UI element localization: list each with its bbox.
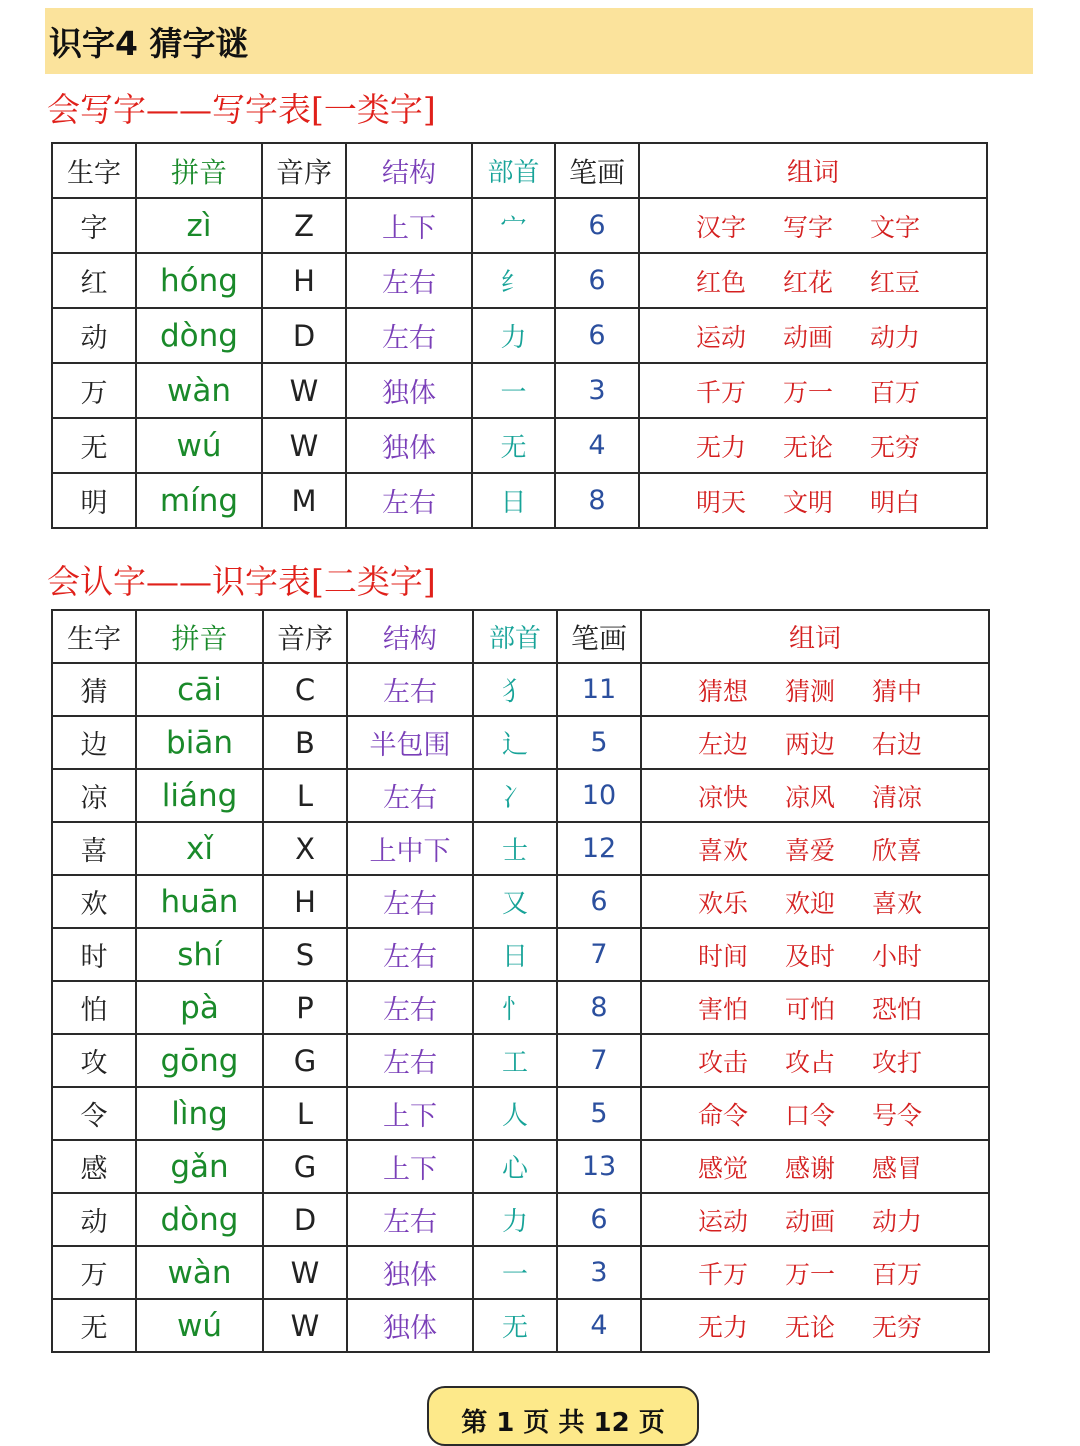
cell-pinyin: zì bbox=[136, 198, 262, 253]
cell-radical: 一 bbox=[473, 1246, 557, 1299]
word-item: 明天 bbox=[696, 487, 747, 517]
cell-initial: X bbox=[263, 822, 347, 875]
recognize-chars-table bbox=[51, 609, 990, 1353]
word-item: 文字 bbox=[870, 212, 921, 242]
table-header-row bbox=[52, 143, 987, 198]
cell-char: 万 bbox=[52, 363, 136, 418]
cell-char: 无 bbox=[52, 1299, 136, 1352]
word-item: 百万 bbox=[872, 1259, 923, 1289]
cell-char: 时 bbox=[52, 928, 136, 981]
word-item: 写字 bbox=[783, 212, 834, 242]
word-item: 喜欢 bbox=[698, 835, 749, 865]
cell-words bbox=[639, 198, 987, 253]
cell-radical: 日 bbox=[472, 473, 555, 528]
table-row bbox=[52, 981, 989, 1034]
cell-strokes: 12 bbox=[557, 822, 641, 875]
table-header-row bbox=[52, 610, 989, 663]
cell-radical: 力 bbox=[472, 308, 555, 363]
cell-radical: 冫 bbox=[473, 769, 557, 822]
cell-radical: 宀 bbox=[472, 198, 555, 253]
word-item: 猜测 bbox=[785, 676, 836, 706]
cell-initial: G bbox=[263, 1034, 347, 1087]
cell-structure: 独体 bbox=[346, 363, 472, 418]
cell-radical: 人 bbox=[473, 1087, 557, 1140]
cell-radical: 忄 bbox=[473, 981, 557, 1034]
cell-strokes: 3 bbox=[555, 363, 639, 418]
cell-char: 万 bbox=[52, 1246, 136, 1299]
table-row bbox=[52, 1246, 989, 1299]
table-row bbox=[52, 1087, 989, 1140]
word-item: 喜爱 bbox=[785, 835, 836, 865]
cell-words bbox=[639, 418, 987, 473]
cell-radical: 无 bbox=[473, 1299, 557, 1352]
cell-structure: 上中下 bbox=[347, 822, 473, 875]
word-item: 动力 bbox=[872, 1206, 923, 1236]
word-item: 动画 bbox=[785, 1206, 836, 1236]
cell-strokes: 11 bbox=[557, 663, 641, 716]
cell-pinyin: dòng bbox=[136, 308, 262, 363]
cell-strokes: 6 bbox=[555, 198, 639, 253]
cell-words bbox=[641, 1193, 989, 1246]
word-item: 动力 bbox=[870, 322, 921, 352]
cell-words bbox=[641, 981, 989, 1034]
word-item: 猜中 bbox=[872, 676, 923, 706]
cell-char: 猜 bbox=[52, 663, 136, 716]
cell-words bbox=[639, 363, 987, 418]
word-item: 口令 bbox=[785, 1100, 836, 1130]
cell-char: 动 bbox=[52, 1193, 136, 1246]
cell-radical: 又 bbox=[473, 875, 557, 928]
cell-strokes: 7 bbox=[557, 928, 641, 981]
cell-pinyin: míng bbox=[136, 473, 262, 528]
cell-words bbox=[641, 822, 989, 875]
table-row bbox=[52, 418, 987, 473]
cell-words bbox=[641, 769, 989, 822]
word-item: 猜想 bbox=[698, 676, 749, 706]
title-bar bbox=[45, 8, 1033, 74]
cell-strokes: 5 bbox=[557, 716, 641, 769]
word-item: 清凉 bbox=[872, 782, 923, 812]
word-item: 万一 bbox=[785, 1259, 836, 1289]
table-row bbox=[52, 1193, 989, 1246]
cell-strokes: 8 bbox=[555, 473, 639, 528]
cell-strokes: 5 bbox=[557, 1087, 641, 1140]
cell-initial: D bbox=[263, 1193, 347, 1246]
word-item: 恐怕 bbox=[872, 994, 923, 1024]
cell-radical: 辶 bbox=[473, 716, 557, 769]
word-item: 万一 bbox=[783, 377, 834, 407]
table-row bbox=[52, 363, 987, 418]
cell-strokes: 4 bbox=[557, 1299, 641, 1352]
header-words: 组词 bbox=[641, 610, 989, 663]
cell-structure: 左右 bbox=[347, 769, 473, 822]
word-item: 红色 bbox=[696, 267, 747, 297]
cell-words bbox=[641, 1087, 989, 1140]
cell-structure: 上下 bbox=[347, 1087, 473, 1140]
header-radical: 部首 bbox=[473, 610, 557, 663]
cell-radical: 犭 bbox=[473, 663, 557, 716]
cell-initial: W bbox=[263, 1299, 347, 1352]
header-radical: 部首 bbox=[472, 143, 555, 198]
cell-strokes: 6 bbox=[555, 308, 639, 363]
word-item: 千万 bbox=[696, 377, 747, 407]
word-item: 红花 bbox=[783, 267, 834, 297]
cell-pinyin: biān bbox=[136, 716, 263, 769]
table-row bbox=[52, 875, 989, 928]
header-initial: 音序 bbox=[263, 610, 347, 663]
word-item: 千万 bbox=[698, 1259, 749, 1289]
cell-initial: P bbox=[263, 981, 347, 1034]
cell-radical: 工 bbox=[473, 1034, 557, 1087]
cell-initial: L bbox=[263, 1087, 347, 1140]
cell-structure: 左右 bbox=[347, 663, 473, 716]
cell-strokes: 13 bbox=[557, 1140, 641, 1193]
cell-pinyin: wàn bbox=[136, 1246, 263, 1299]
word-item: 小时 bbox=[872, 941, 923, 971]
word-item: 红豆 bbox=[870, 267, 921, 297]
table-row bbox=[52, 1140, 989, 1193]
cell-char: 令 bbox=[52, 1087, 136, 1140]
cell-pinyin: shí bbox=[136, 928, 263, 981]
cell-pinyin: wú bbox=[136, 1299, 263, 1352]
cell-strokes: 6 bbox=[557, 1193, 641, 1246]
word-item: 无力 bbox=[698, 1312, 749, 1342]
cell-char: 喜 bbox=[52, 822, 136, 875]
cell-words bbox=[639, 308, 987, 363]
cell-pinyin: huān bbox=[136, 875, 263, 928]
header-structure: 结构 bbox=[347, 610, 473, 663]
cell-words bbox=[639, 253, 987, 308]
word-item: 明白 bbox=[870, 487, 921, 517]
cell-char: 欢 bbox=[52, 875, 136, 928]
cell-strokes: 6 bbox=[555, 253, 639, 308]
cell-structure: 左右 bbox=[346, 308, 472, 363]
cell-structure: 左右 bbox=[347, 1193, 473, 1246]
cell-radical: 心 bbox=[473, 1140, 557, 1193]
cell-radical: 无 bbox=[472, 418, 555, 473]
table-row bbox=[52, 928, 989, 981]
cell-initial: C bbox=[263, 663, 347, 716]
cell-initial: W bbox=[262, 418, 346, 473]
cell-pinyin: lìng bbox=[136, 1087, 263, 1140]
header-strokes: 笔画 bbox=[555, 143, 639, 198]
word-item: 动画 bbox=[783, 322, 834, 352]
header-char: 生字 bbox=[52, 143, 136, 198]
cell-pinyin: dòng bbox=[136, 1193, 263, 1246]
cell-words bbox=[641, 875, 989, 928]
section-heading-recognize: 会认字——识字表[二类字] bbox=[47, 562, 436, 601]
word-item: 无论 bbox=[783, 432, 834, 462]
word-item: 运动 bbox=[696, 322, 747, 352]
word-item: 文明 bbox=[783, 487, 834, 517]
cell-initial: H bbox=[263, 875, 347, 928]
word-item: 无论 bbox=[785, 1312, 836, 1342]
cell-strokes: 6 bbox=[557, 875, 641, 928]
word-item: 汉字 bbox=[696, 212, 747, 242]
word-item: 号令 bbox=[872, 1100, 923, 1130]
table-row bbox=[52, 663, 989, 716]
cell-radical: 日 bbox=[473, 928, 557, 981]
cell-strokes: 10 bbox=[557, 769, 641, 822]
table-row bbox=[52, 716, 989, 769]
cell-radical: 士 bbox=[473, 822, 557, 875]
cell-char: 感 bbox=[52, 1140, 136, 1193]
cell-structure: 上下 bbox=[346, 198, 472, 253]
cell-char: 字 bbox=[52, 198, 136, 253]
word-item: 可怕 bbox=[785, 994, 836, 1024]
cell-initial: W bbox=[263, 1246, 347, 1299]
cell-pinyin: gǎn bbox=[136, 1140, 263, 1193]
cell-structure: 左右 bbox=[346, 473, 472, 528]
cell-strokes: 3 bbox=[557, 1246, 641, 1299]
cell-words bbox=[639, 473, 987, 528]
cell-initial: W bbox=[262, 363, 346, 418]
table-row bbox=[52, 1299, 989, 1352]
cell-initial: H bbox=[262, 253, 346, 308]
word-item: 右边 bbox=[872, 729, 923, 759]
cell-char: 无 bbox=[52, 418, 136, 473]
word-item: 攻击 bbox=[698, 1047, 749, 1077]
word-item: 及时 bbox=[785, 941, 836, 971]
header-pinyin: 拼音 bbox=[136, 143, 262, 198]
table-row bbox=[52, 198, 987, 253]
cell-char: 红 bbox=[52, 253, 136, 308]
cell-words bbox=[641, 663, 989, 716]
cell-char: 明 bbox=[52, 473, 136, 528]
cell-char: 攻 bbox=[52, 1034, 136, 1087]
word-item: 无力 bbox=[696, 432, 747, 462]
table-row bbox=[52, 1034, 989, 1087]
cell-initial: B bbox=[263, 716, 347, 769]
section-heading-write: 会写字——写字表[一类字] bbox=[47, 90, 436, 129]
cell-structure: 半包围 bbox=[347, 716, 473, 769]
word-item: 欢乐 bbox=[698, 888, 749, 918]
header-words: 组词 bbox=[639, 143, 987, 198]
header-strokes: 笔画 bbox=[557, 610, 641, 663]
cell-words bbox=[641, 1034, 989, 1087]
cell-initial: L bbox=[263, 769, 347, 822]
word-item: 时间 bbox=[698, 941, 749, 971]
word-item: 害怕 bbox=[698, 994, 749, 1024]
cell-pinyin: gōng bbox=[136, 1034, 263, 1087]
cell-pinyin: cāi bbox=[136, 663, 263, 716]
header-char: 生字 bbox=[52, 610, 136, 663]
table-row bbox=[52, 253, 987, 308]
cell-radical: 纟 bbox=[472, 253, 555, 308]
cell-initial: G bbox=[263, 1140, 347, 1193]
word-item: 命令 bbox=[698, 1100, 749, 1130]
cell-structure: 独体 bbox=[346, 418, 472, 473]
word-item: 喜欢 bbox=[872, 888, 923, 918]
cell-initial: D bbox=[262, 308, 346, 363]
cell-strokes: 8 bbox=[557, 981, 641, 1034]
cell-pinyin: xǐ bbox=[136, 822, 263, 875]
cell-structure: 独体 bbox=[347, 1246, 473, 1299]
cell-words bbox=[641, 716, 989, 769]
word-item: 无穷 bbox=[870, 432, 921, 462]
cell-words bbox=[641, 928, 989, 981]
cell-structure: 左右 bbox=[347, 981, 473, 1034]
cell-structure: 左右 bbox=[347, 928, 473, 981]
word-item: 运动 bbox=[698, 1206, 749, 1236]
table-row bbox=[52, 473, 987, 528]
cell-structure: 左右 bbox=[347, 875, 473, 928]
cell-strokes: 4 bbox=[555, 418, 639, 473]
table-row bbox=[52, 769, 989, 822]
header-structure: 结构 bbox=[346, 143, 472, 198]
word-item: 左边 bbox=[698, 729, 749, 759]
word-item: 攻占 bbox=[785, 1047, 836, 1077]
cell-structure: 独体 bbox=[347, 1299, 473, 1352]
cell-pinyin: wàn bbox=[136, 363, 262, 418]
write-chars-table bbox=[51, 142, 988, 529]
word-item: 凉快 bbox=[698, 782, 749, 812]
page-indicator: 第 1 页 共 12 页 bbox=[427, 1386, 699, 1446]
cell-char: 边 bbox=[52, 716, 136, 769]
cell-pinyin: hóng bbox=[136, 253, 262, 308]
cell-char: 动 bbox=[52, 308, 136, 363]
cell-pinyin: liáng bbox=[136, 769, 263, 822]
cell-char: 怕 bbox=[52, 981, 136, 1034]
page-title: 识字4 猜字谜 bbox=[49, 23, 249, 63]
cell-initial: Z bbox=[262, 198, 346, 253]
word-item: 攻打 bbox=[872, 1047, 923, 1077]
cell-char: 凉 bbox=[52, 769, 136, 822]
word-item: 感觉 bbox=[698, 1153, 749, 1183]
cell-words bbox=[641, 1140, 989, 1193]
word-item: 两边 bbox=[785, 729, 836, 759]
cell-pinyin: pà bbox=[136, 981, 263, 1034]
word-item: 凉风 bbox=[785, 782, 836, 812]
word-item: 欢迎 bbox=[785, 888, 836, 918]
cell-initial: S bbox=[263, 928, 347, 981]
cell-radical: 一 bbox=[472, 363, 555, 418]
table-row bbox=[52, 822, 989, 875]
word-item: 欣喜 bbox=[872, 835, 923, 865]
cell-words bbox=[641, 1246, 989, 1299]
cell-initial: M bbox=[262, 473, 346, 528]
cell-structure: 左右 bbox=[347, 1034, 473, 1087]
cell-words bbox=[641, 1299, 989, 1352]
cell-strokes: 7 bbox=[557, 1034, 641, 1087]
word-item: 无穷 bbox=[872, 1312, 923, 1342]
cell-pinyin: wú bbox=[136, 418, 262, 473]
word-item: 感冒 bbox=[872, 1153, 923, 1183]
word-item: 感谢 bbox=[785, 1153, 836, 1183]
cell-structure: 左右 bbox=[346, 253, 472, 308]
word-item: 百万 bbox=[870, 377, 921, 407]
header-pinyin: 拼音 bbox=[136, 610, 263, 663]
header-initial: 音序 bbox=[262, 143, 346, 198]
cell-radical: 力 bbox=[473, 1193, 557, 1246]
table-row bbox=[52, 308, 987, 363]
cell-structure: 上下 bbox=[347, 1140, 473, 1193]
